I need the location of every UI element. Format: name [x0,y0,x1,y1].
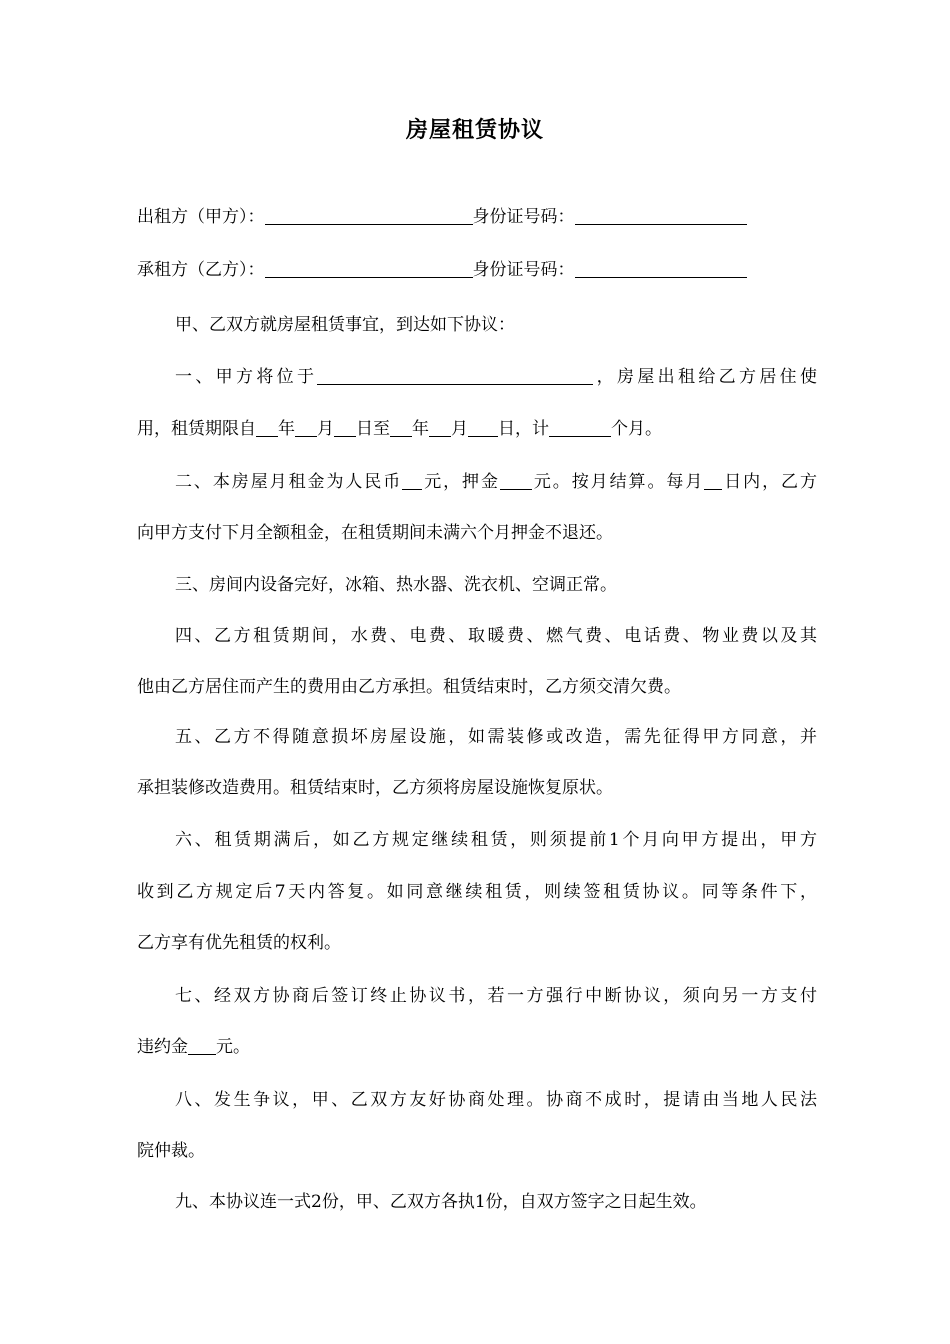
clause-6-line-1: 六、租赁期满后，如乙方规定继续租赁，则须提前1个月向甲方提出，甲方 [175,830,817,850]
start-day-blank[interactable] [334,418,356,437]
year-unit: 年 [412,419,429,439]
clause-1-text-a: 一、甲方将位于 [175,367,318,387]
clause-7-line-1: 七、经双方协商后签订终止协议书，若一方强行中断协议，须向另一方支付 [175,986,817,1006]
clause-9: 九、本协议连一式2份，甲、乙双方各执1份，自双方签字之日起生效。 [175,1192,707,1212]
property-address-blank[interactable] [317,366,593,385]
start-year-blank[interactable] [256,418,278,437]
clause-1-text-b: ，房屋出租给乙方居住使 [593,367,818,387]
clause-8-line-1: 八、发生争议，甲、乙双方友好协商处理。协商不成时，提请由当地人民法 [175,1090,817,1110]
clause-7-line-2 [137,1032,817,1062]
lessor-id-blank[interactable] [575,206,747,225]
deposit-amount-blank[interactable] [500,471,532,490]
clause-1-text-c: 用，租赁期限自 [137,419,256,439]
year-unit: 年 [278,419,295,439]
intro-paragraph: 甲、乙双方就房屋租赁事宜，到达如下协议： [175,315,515,335]
clause-2-line-2: 向甲方支付下月全额租金，在租赁期间未满六个月押金不退还。 [137,523,613,543]
lessor-line [137,202,817,232]
lessee-label: 承租方（乙方）： [137,260,265,280]
payment-day-blank[interactable] [704,471,722,490]
lessor-label: 出租方（甲方）： [137,207,265,227]
lessee-id-label: 身份证号码： [472,260,575,280]
lessee-line [137,255,817,285]
clause-2-text-c: 元。按月结算。每月 [531,472,705,492]
rent-amount-blank[interactable] [402,471,422,490]
clause-2-text-d: 日内，乙方 [722,472,817,492]
clause-2-text-a: 二、本房屋月租金为人民币 [175,472,403,492]
month-unit: 月 [317,419,334,439]
clause-7-text-c: 元。 [216,1037,250,1057]
clause-6-line-2: 收到乙方规定后7天内答复。如同意继续租赁，则续签租赁协议。同等条件下， [137,882,817,902]
clause-5-line-2: 承担装修改造费用。租赁结束时，乙方须将房屋设施恢复原状。 [137,778,613,798]
clause-4-line-2: 他由乙方居住而产生的费用由乙方承担。租赁结束时，乙方须交清欠费。 [137,677,681,697]
end-month-blank[interactable] [429,418,451,437]
day-total-text: 日，计 [498,419,549,439]
clause-2-line-1 [175,467,817,497]
clause-7-text-b: 违约金 [137,1037,188,1057]
month-unit: 月 [451,419,468,439]
penalty-amount-blank[interactable] [188,1036,216,1055]
clause-1-line-2 [137,414,817,444]
clause-5-line-1: 五、乙方不得随意损坏房屋设施，如需装修或改造，需先征得甲方同意，并 [175,727,817,747]
end-year-blank[interactable] [390,418,412,437]
clause-8-line-2: 院仲裁。 [137,1141,205,1161]
total-months-blank[interactable] [549,418,611,437]
lessee-id-blank[interactable] [575,259,747,278]
day-to-text: 日至 [356,419,390,439]
end-day-blank[interactable] [468,418,498,437]
clause-2-text-b: 元，押金 [422,472,500,492]
months-unit: 个月。 [611,419,662,439]
clause-4-line-1: 四、乙方租赁期间，水费、电费、取暖费、燃气费、电话费、物业费以及其 [175,626,817,646]
clause-3: 三、房间内设备完好，冰箱、热水器、洗衣机、空调正常。 [175,575,617,595]
lessor-name-blank[interactable] [265,206,473,225]
clause-6-line-3: 乙方享有优先租赁的权利。 [137,933,341,953]
lessee-name-blank[interactable] [265,259,473,278]
document-title: 房屋租赁协议 [405,117,544,143]
lessor-id-label: 身份证号码： [472,207,575,227]
start-month-blank[interactable] [295,418,317,437]
clause-1-line-1 [175,362,817,392]
